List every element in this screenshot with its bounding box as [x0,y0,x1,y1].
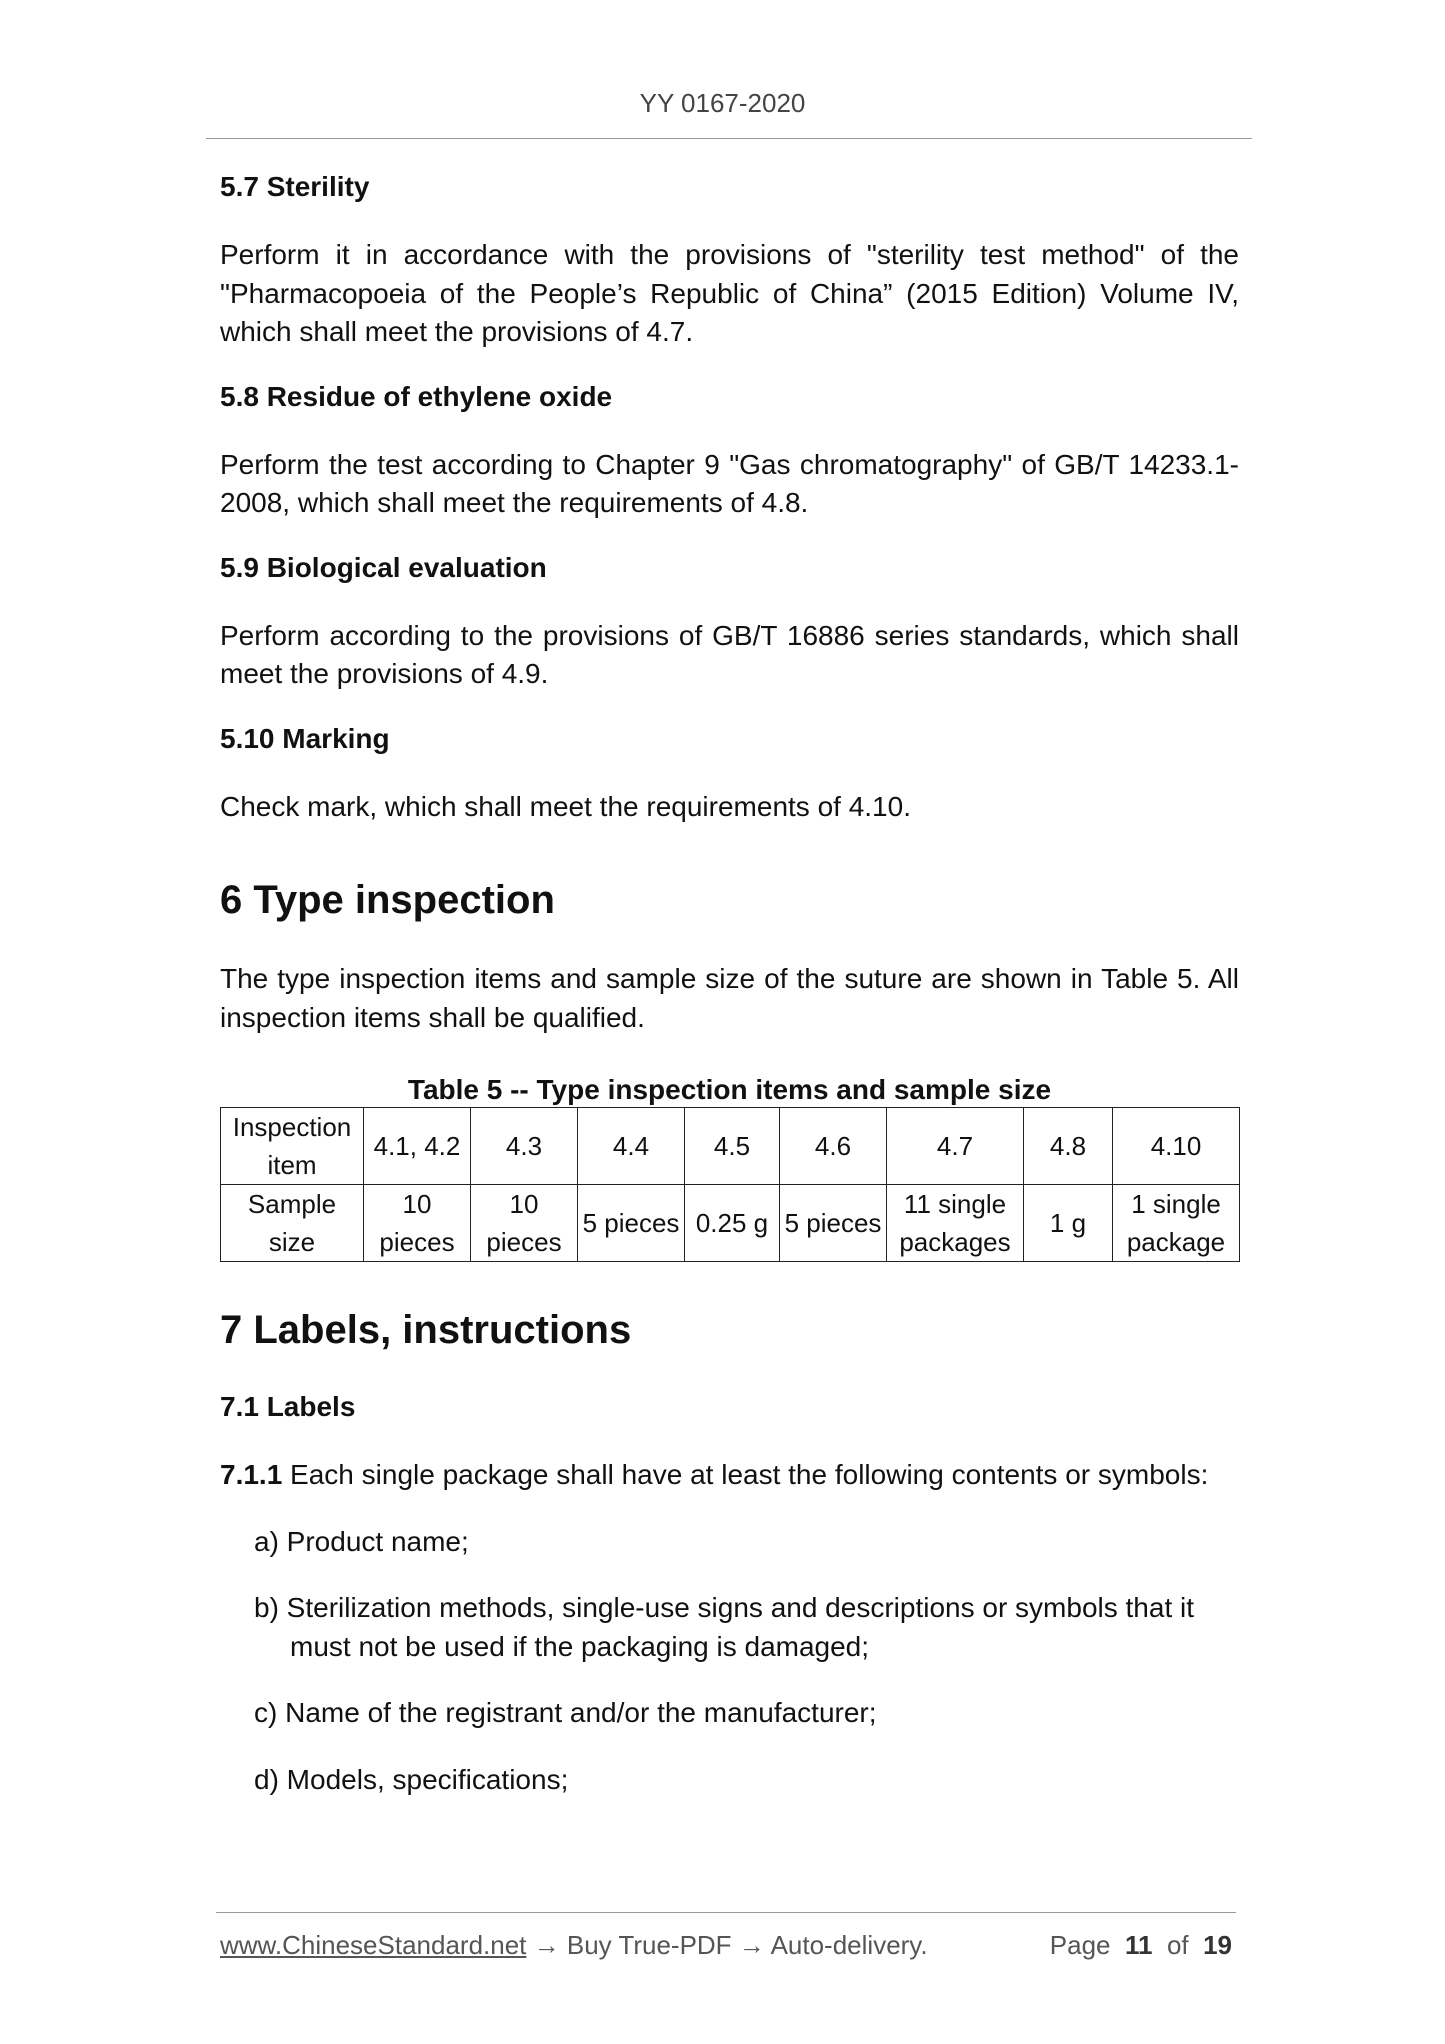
table-cell: 4.3 [471,1108,578,1185]
table-cell: 0.25 g [685,1185,780,1262]
page-word: Page [1049,1930,1111,1960]
table-row [221,1185,1240,1262]
table-cell: 11 single packages [887,1185,1024,1262]
table-cell: 10 pieces [364,1185,471,1262]
footer-divider [216,1912,1236,1913]
section-6-title: 6 Type inspection [220,878,555,922]
section-5-9-title: 5.9 Biological evaluation [220,551,547,583]
table-cell: 4.8 [1024,1108,1113,1185]
table-cell: 1 single package [1113,1185,1240,1262]
clause-7-1-1-number: 7.1.1 [220,1459,283,1490]
section-5-8-text: Perform the test according to Chapter 9 "Gas chromatography" of GB/T 14233.1-2008, which shall meet the requirements of 4.8. [220,448,1239,518]
page-total: 19 [1203,1930,1232,1960]
clause-7-1-1 [220,1456,1239,1495]
list-item: a) Product name; [254,1525,469,1557]
table-cell: 4.7 [887,1108,1024,1185]
table-cell: 4.5 [685,1108,780,1185]
table-5-caption: Table 5 -- Type inspection items and sample size [407,1074,1052,1105]
section-5-10-text: Check mark, which shall meet the requirements of 4.10. [220,790,911,822]
table-cell: 4.1, 4.2 [364,1108,471,1185]
table-cell: 5 pieces [578,1185,685,1262]
footer-tagline: → Buy True-PDF → Auto-delivery. [526,1930,928,1960]
header-divider [206,138,1252,139]
section-5-9-text: Perform according to the provisions of GB/T 16886 series standards, which shall meet the provisions of 4.9. [220,619,1239,689]
section-5-10-title: 5.10 Marking [220,722,390,754]
table-cell: 10 pieces [471,1185,578,1262]
page-number: 11 [1124,1930,1153,1960]
table-cell: 4.6 [780,1108,887,1185]
table-cell: Inspection item [221,1108,364,1185]
clause-7-1-1-text: Each single package shall have at least the following contents or symbols: [282,1459,1209,1490]
website-link[interactable]: www.ChineseStandard.net [220,1930,527,1960]
footer-left [220,1930,928,1960]
page-footer [220,1930,1232,1961]
section-7-title: 7 Labels, instructions [220,1308,632,1352]
list-item: b) Sterilization methods, single-use signs and descriptions or symbols that it must not be used if the packaging is damaged; [254,1592,1194,1662]
of-word: of [1166,1930,1189,1960]
table-cell: 4.10 [1113,1108,1240,1185]
section-5-8-title: 5.8 Residue of ethylene oxide [220,380,613,412]
table-cell: 1 g [1024,1185,1113,1262]
section-5-7-text: Perform it in accordance with the provisions of "sterility test method" of the "Pharmacopoeia of the People’s Republic of China” (2015 Edition) Volume IV, which shall meet the provisions of 4.7. [220,239,1239,347]
table-5 [220,1107,1240,1262]
page-indicator [1050,1930,1232,1961]
section-6-text: The type inspection items and sample size of the suture are shown in Table 5. All inspection items shall be qualified. [220,963,1239,1033]
list-item: c) Name of the registrant and/or the manufacturer; [254,1697,877,1728]
list-item: d) Models, specifications; [254,1763,569,1795]
table-cell: 4.4 [578,1108,685,1185]
table-row [221,1108,1240,1185]
table-cell: 5 pieces [780,1185,887,1262]
table-cell: Sample size [221,1185,364,1262]
section-7-1-title: 7.1 Labels [220,1391,356,1422]
page-content [220,170,1239,1827]
document-code: YY 0167-2020 [639,88,806,118]
section-5-7-title: 5.7 Sterility [220,171,370,202]
